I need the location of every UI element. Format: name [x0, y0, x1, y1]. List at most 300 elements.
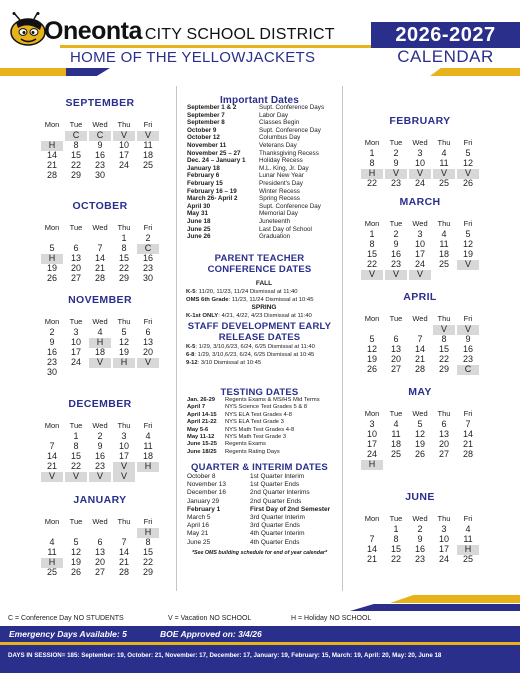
day-cell: 26	[366, 364, 377, 375]
day-cell: 13	[70, 253, 81, 264]
weekday-header: Wed	[92, 517, 108, 526]
important-event: Classes Begin	[259, 119, 300, 127]
emergency-days: Emergency Days Available: 5	[9, 629, 127, 639]
day-cell: 11	[439, 158, 449, 169]
important-date-row	[187, 218, 342, 226]
important-event: Last Day of School	[259, 225, 312, 233]
day-cell: 9	[393, 158, 399, 169]
marked-day-cell: C	[89, 131, 111, 141]
weekday-header: Wed	[92, 120, 108, 129]
day-cell: 5	[465, 229, 471, 240]
day-cell: 23	[390, 178, 401, 189]
day-cell: 8	[145, 537, 151, 548]
day-cell: 11	[143, 441, 153, 452]
day-cell	[137, 171, 159, 181]
footer-stripe-gold	[390, 595, 520, 603]
weekday-header: Fri	[143, 120, 153, 129]
important-event: Graduation	[259, 233, 291, 241]
testing-event: Regents Exams	[225, 441, 266, 448]
quarter-date-row	[187, 522, 343, 530]
month-title: MARCH	[399, 196, 441, 208]
weekday-header: Mon	[44, 421, 60, 430]
important-date-row	[187, 134, 342, 142]
testing-date: April 21-22	[187, 419, 217, 426]
marked-day-cell: V	[113, 462, 135, 472]
day-cell: 12	[414, 429, 425, 440]
day-cell: 10	[118, 140, 129, 151]
day-cell: 23	[94, 461, 105, 472]
important-date: September 1 & 2	[187, 104, 237, 111]
weekday-header: Fri	[463, 138, 473, 147]
weekday-header: Thu	[437, 219, 451, 228]
quarter-date-row	[187, 489, 343, 497]
day-cell: 21	[462, 439, 473, 450]
day-cell: 5	[369, 334, 375, 345]
important-date-row	[187, 104, 342, 112]
days-in-session: DAYS IN SESSION= 185: September: 19, October: 21, November: 17, December: 17, January: 19, February: 15, March: 19, April: 20, May: 20, June 18	[8, 652, 442, 659]
marked-day-cell: V	[89, 358, 111, 368]
weekday-header: Wed	[92, 421, 108, 430]
day-cell: 11	[143, 140, 153, 151]
month-january	[38, 494, 162, 578]
ptc-k5-text: : 11/20, 11/23, 11/24 Dismissal at 11:40	[195, 289, 298, 295]
day-cell: 16	[142, 253, 153, 264]
weekday-header: Mon	[44, 223, 60, 232]
day-cell: 21	[414, 354, 425, 365]
day-cell: 20	[390, 354, 401, 365]
marked-day-cell: V	[457, 325, 479, 335]
day-cell: 29	[438, 364, 449, 375]
important-date-row	[187, 119, 342, 127]
quarter-date: June 25	[187, 538, 211, 546]
day-cell: 14	[462, 429, 473, 440]
school-year-badge: 2026-2027	[371, 22, 520, 48]
day-cell: 22	[70, 160, 81, 171]
marked-day-cell: H	[361, 460, 383, 470]
day-cell: 15	[366, 249, 377, 260]
day-cell: 14	[46, 451, 57, 462]
legend	[0, 615, 520, 625]
calendar-grid	[360, 514, 480, 565]
testing-date: May 11-12	[187, 433, 215, 440]
month-title: SEPTEMBER	[65, 97, 135, 109]
day-cell: 9	[465, 334, 471, 345]
day-cell: 9	[97, 140, 103, 151]
day-cell: 15	[70, 451, 81, 462]
day-cell: 28	[46, 170, 57, 181]
quarter-event: 3rd Quarter Interim	[250, 513, 305, 521]
calendar-grid	[40, 223, 160, 284]
important-date-row	[187, 150, 342, 158]
weekday-header: Mon	[364, 314, 380, 323]
day-cell: 14	[94, 253, 105, 264]
quarter-date-row	[187, 530, 343, 538]
month-title: JANUARY	[73, 494, 127, 506]
day-cell: 2	[97, 431, 103, 442]
quarter-event: First Day of 2nd Semester	[250, 505, 331, 513]
quarter-date-row	[187, 481, 343, 489]
weekday-header: Wed	[92, 317, 108, 326]
day-cell	[89, 368, 111, 378]
testing-date: April 14-15	[187, 411, 217, 418]
marked-day-cell: H	[41, 254, 63, 264]
day-cell	[137, 472, 159, 482]
day-cell: 22	[366, 178, 377, 189]
month-june	[358, 491, 482, 565]
weekday-header: Fri	[463, 219, 473, 228]
day-cell: 15	[142, 547, 153, 558]
testing-date-row	[187, 441, 343, 448]
quarter-date: November 13	[187, 481, 227, 489]
important-date: June 26	[187, 233, 211, 241]
day-cell: 29	[142, 567, 153, 578]
marked-day-cell: C	[137, 244, 159, 254]
staff-dev-label: 6-8	[186, 352, 195, 358]
important-event: Thanksgiving Recess	[259, 149, 319, 157]
day-cell	[409, 460, 431, 470]
header-stripe-right	[430, 68, 520, 76]
day-cell: 14	[366, 544, 377, 555]
weekday-header: Fri	[463, 409, 473, 418]
day-cell: 16	[94, 150, 105, 161]
weekday-header: Fri	[463, 314, 473, 323]
important-date-row	[187, 226, 342, 234]
marked-day-cell: V	[137, 358, 159, 368]
district-suffix: CITY SCHOOL DISTRICT	[144, 26, 335, 43]
quarter-event: 4th Quarter Interim	[250, 530, 305, 538]
quarter-date-row	[187, 498, 343, 506]
day-cell: 27	[70, 273, 81, 284]
day-cell: 27	[94, 567, 105, 578]
month-title: APRIL	[403, 291, 437, 303]
day-cell: 6	[73, 243, 79, 254]
day-cell: 7	[465, 419, 471, 430]
important-date: February 6	[187, 172, 220, 180]
day-cell: 22	[70, 461, 81, 472]
weekday-header: Mon	[364, 219, 380, 228]
important-dates-list	[187, 104, 342, 241]
month-title: JUNE	[405, 491, 435, 503]
weekday-header: Tue	[69, 317, 83, 326]
testing-dates-title: TESTING DATES	[220, 387, 299, 398]
gold-accent-bar	[60, 45, 375, 48]
day-cell: 21	[94, 263, 105, 274]
calendar-grid	[360, 219, 480, 280]
footer-stripe-navy	[350, 604, 520, 611]
calendar-grid	[360, 409, 480, 470]
day-cell: 17	[366, 439, 377, 450]
weekday-header: Mon	[364, 514, 380, 523]
day-cell: 23	[414, 554, 425, 565]
day-cell: 16	[390, 249, 401, 260]
day-cell: 3	[417, 148, 423, 159]
day-cell: 15	[70, 150, 81, 161]
day-cell: 3	[121, 431, 127, 442]
testing-date-row	[187, 434, 343, 441]
weekday-header: Fri	[463, 514, 473, 523]
important-date-row	[187, 233, 342, 241]
day-cell: 21	[366, 554, 377, 565]
marked-day-cell: H	[457, 545, 479, 555]
marked-day-cell: C	[65, 131, 87, 141]
day-cell: 28	[462, 449, 473, 460]
marked-day-cell: C	[457, 365, 479, 375]
day-cell: 4	[465, 524, 471, 535]
day-cell: 1	[121, 233, 127, 244]
marked-day-cell: H	[137, 462, 159, 472]
day-cell: 22	[142, 557, 153, 568]
testing-date: June 18/25	[187, 448, 217, 455]
day-cell: 8	[369, 158, 375, 169]
day-cell: 5	[121, 327, 127, 338]
important-date-row	[187, 195, 342, 203]
quarter-event: 1st Quarter Ends	[250, 481, 300, 489]
weekday-header: Wed	[412, 514, 428, 523]
marked-day-cell: V	[137, 131, 159, 141]
day-cell: 24	[366, 449, 377, 460]
district-name: Oneonta	[44, 17, 142, 45]
day-cell: 5	[417, 419, 423, 430]
important-date: June 18	[187, 217, 211, 225]
testing-event: NYS ELA Test Grades 4-8	[225, 411, 292, 418]
day-cell: 4	[49, 537, 55, 548]
day-cell: 18	[390, 439, 401, 450]
weekday-header: Fri	[143, 317, 153, 326]
important-date-row	[187, 210, 342, 218]
weekday-header: Thu	[117, 517, 131, 526]
weekday-header: Mon	[44, 517, 60, 526]
marked-day-cell: V	[457, 169, 479, 179]
day-cell: 8	[73, 140, 79, 151]
marked-day-cell: H	[137, 528, 159, 538]
month-title: NOVEMBER	[68, 294, 132, 306]
important-date-row	[187, 157, 342, 165]
weekday-header: Wed	[412, 409, 428, 418]
quarter-date: March 5	[187, 513, 211, 521]
day-cell: 25	[142, 160, 153, 171]
day-cell: 28	[414, 364, 425, 375]
weekday-header: Thu	[117, 223, 131, 232]
marked-day-cell: V	[433, 169, 455, 179]
important-event: Winter Recess	[259, 187, 300, 195]
day-cell: 1	[369, 148, 375, 159]
day-cell	[433, 270, 455, 280]
day-cell: 15	[390, 544, 401, 555]
day-cell: 23	[46, 357, 57, 368]
marked-day-cell: H	[361, 169, 383, 179]
calendar-grid	[40, 517, 160, 578]
day-cell: 23	[390, 259, 401, 270]
weekday-header: Fri	[143, 517, 153, 526]
month-title: DECEMBER	[68, 398, 132, 410]
day-cell: 4	[97, 327, 103, 338]
staff-dev-text: : 3/10 Dismissal at 10:45	[197, 360, 262, 366]
day-cell: 30	[46, 367, 57, 378]
day-cell: 26	[462, 178, 473, 189]
marked-day-cell: V	[113, 131, 135, 141]
day-cell: 25	[438, 259, 449, 270]
important-date: March 26- April 2	[187, 195, 238, 203]
ptc-title-line-1: PARENT TEACHER	[214, 253, 305, 264]
day-cell: 24	[414, 178, 425, 189]
day-cell: 12	[462, 158, 473, 169]
marked-day-cell: H	[41, 558, 63, 568]
ptc-k1-line	[186, 312, 342, 320]
calendar-grid	[360, 314, 480, 375]
day-cell: 25	[462, 554, 473, 565]
important-date: November 25 – 27	[187, 149, 241, 157]
day-cell: 12	[118, 337, 129, 348]
important-date: January 18	[187, 164, 220, 172]
day-cell: 28	[118, 567, 129, 578]
weekday-header: Tue	[389, 138, 403, 147]
ptc-fall-label: FALL	[255, 280, 273, 287]
marked-day-cell: H	[89, 338, 111, 348]
day-cell: 21	[46, 461, 57, 472]
day-cell: 10	[414, 239, 425, 250]
day-cell: 13	[438, 429, 449, 440]
day-cell: 18	[142, 150, 153, 161]
footer-band	[0, 626, 520, 642]
marked-day-cell: V	[409, 169, 431, 179]
day-cell: 14	[414, 344, 425, 355]
testing-event: Regents Exams & MS/HS Mid Terms	[225, 397, 320, 403]
quarter-event: 2nd Quarter Interims	[250, 489, 310, 497]
important-date-row	[187, 112, 342, 120]
district-name-line	[44, 17, 335, 46]
day-cell: 6	[97, 537, 103, 548]
boe-approval: BOE Approved on: 3/4/26	[160, 629, 262, 639]
day-cell: 22	[438, 354, 449, 365]
quarter-date: January 29	[187, 497, 220, 505]
testing-date-row	[187, 412, 343, 419]
day-cell: 13	[94, 547, 105, 558]
day-cell: 20	[70, 263, 81, 274]
weekday-header: Wed	[412, 314, 428, 323]
marked-day-cell: V	[361, 270, 383, 280]
day-cell: 17	[118, 150, 129, 161]
day-cell: 19	[414, 439, 425, 450]
weekday-header: Mon	[44, 317, 60, 326]
day-cell: 26	[46, 273, 57, 284]
weekday-header: Wed	[412, 138, 428, 147]
day-cell: 20	[438, 439, 449, 450]
day-cell: 23	[142, 263, 153, 274]
day-cell: 12	[462, 239, 473, 250]
important-date: May 31	[187, 210, 209, 218]
month-may	[358, 386, 482, 470]
important-date-row	[187, 142, 342, 150]
weekday-header: Thu	[437, 314, 451, 323]
important-date-row	[187, 180, 342, 188]
day-cell: 17	[70, 347, 81, 358]
day-cell: 11	[439, 239, 449, 250]
day-cell: 7	[97, 243, 103, 254]
calendar-grid	[360, 138, 480, 189]
quarter-event: 4th Quarter Ends	[250, 538, 300, 546]
ptc-k1-label: K-1st ONLY	[186, 313, 219, 319]
day-cell: 30	[142, 273, 153, 284]
day-cell: 4	[441, 148, 447, 159]
day-cell: 23	[462, 354, 473, 365]
day-cell: 18	[142, 451, 153, 462]
weekday-header: Fri	[143, 223, 153, 232]
ptc-details	[186, 280, 342, 320]
weekday-header: Wed	[92, 223, 108, 232]
day-cell: 11	[47, 547, 57, 558]
testing-date-row	[187, 427, 343, 434]
staff-dev-label: 9-12	[186, 360, 198, 366]
day-cell: 24	[118, 160, 129, 171]
day-cell: 26	[70, 567, 81, 578]
weekday-header: Tue	[389, 514, 403, 523]
day-cell	[65, 368, 87, 378]
testing-event: NYS Science Test Grades 5 & 8	[225, 404, 308, 411]
ptc-oms-text: : 11/23, 11/24 Dismissal at 10:45	[228, 297, 314, 303]
day-cell: 10	[366, 429, 377, 440]
day-cell: 22	[366, 259, 377, 270]
day-cell: 21	[118, 557, 129, 568]
calendar-grid	[40, 120, 160, 181]
day-cell: 14	[46, 150, 57, 161]
ptc-oms-label: OMS 6th Grade	[186, 297, 229, 303]
day-cell: 6	[393, 334, 399, 345]
weekday-header: Wed	[412, 219, 428, 228]
day-cell: 6	[441, 419, 447, 430]
ptc-oms-line	[186, 296, 342, 304]
important-event: Spring Recess	[259, 195, 300, 203]
day-cell: 17	[438, 544, 449, 555]
testing-date: Jan. 26-29	[187, 397, 216, 403]
quarter-date: October 8	[187, 473, 216, 480]
testing-date: June 15-25	[187, 441, 217, 448]
important-event: Veterans Day	[259, 141, 297, 149]
staff-dev-title-line-1: STAFF DEVELOPMENT EARLY	[187, 321, 332, 332]
testing-date-row	[187, 419, 343, 426]
month-december	[38, 398, 162, 482]
day-cell: 1	[369, 229, 375, 240]
staff-dev-label: K-5	[186, 344, 196, 350]
day-cell: 9	[417, 534, 423, 545]
day-cell	[113, 171, 135, 181]
testing-date: April 7	[187, 404, 206, 411]
day-cell: 24	[438, 554, 449, 565]
oms-schedule-note: *See OMS building schedule for end of year calendar*	[191, 550, 328, 556]
day-cell: 10	[118, 441, 129, 452]
important-event: Memorial Day	[259, 210, 298, 218]
day-cell: 4	[393, 419, 399, 430]
day-cell: 19	[46, 263, 57, 274]
footer-band-bottom	[0, 645, 520, 673]
day-cell: 16	[94, 451, 105, 462]
weekday-header: Mon	[364, 409, 380, 418]
day-cell: 6	[145, 327, 151, 338]
important-date-row	[187, 188, 342, 196]
day-cell: 16	[462, 344, 473, 355]
staff-dev-row	[186, 343, 342, 351]
day-cell	[113, 368, 135, 378]
day-cell: 29	[118, 273, 129, 284]
testing-event: NYS Math Test Grades 4-8	[225, 426, 295, 433]
month-october	[38, 200, 162, 284]
day-cell: 10	[438, 534, 449, 545]
day-cell: 3	[417, 229, 423, 240]
day-cell: 20	[94, 557, 105, 568]
weekday-header: Tue	[389, 409, 403, 418]
day-cell: 16	[414, 544, 425, 555]
day-cell: 5	[49, 243, 55, 254]
weekday-header: Tue	[389, 314, 403, 323]
